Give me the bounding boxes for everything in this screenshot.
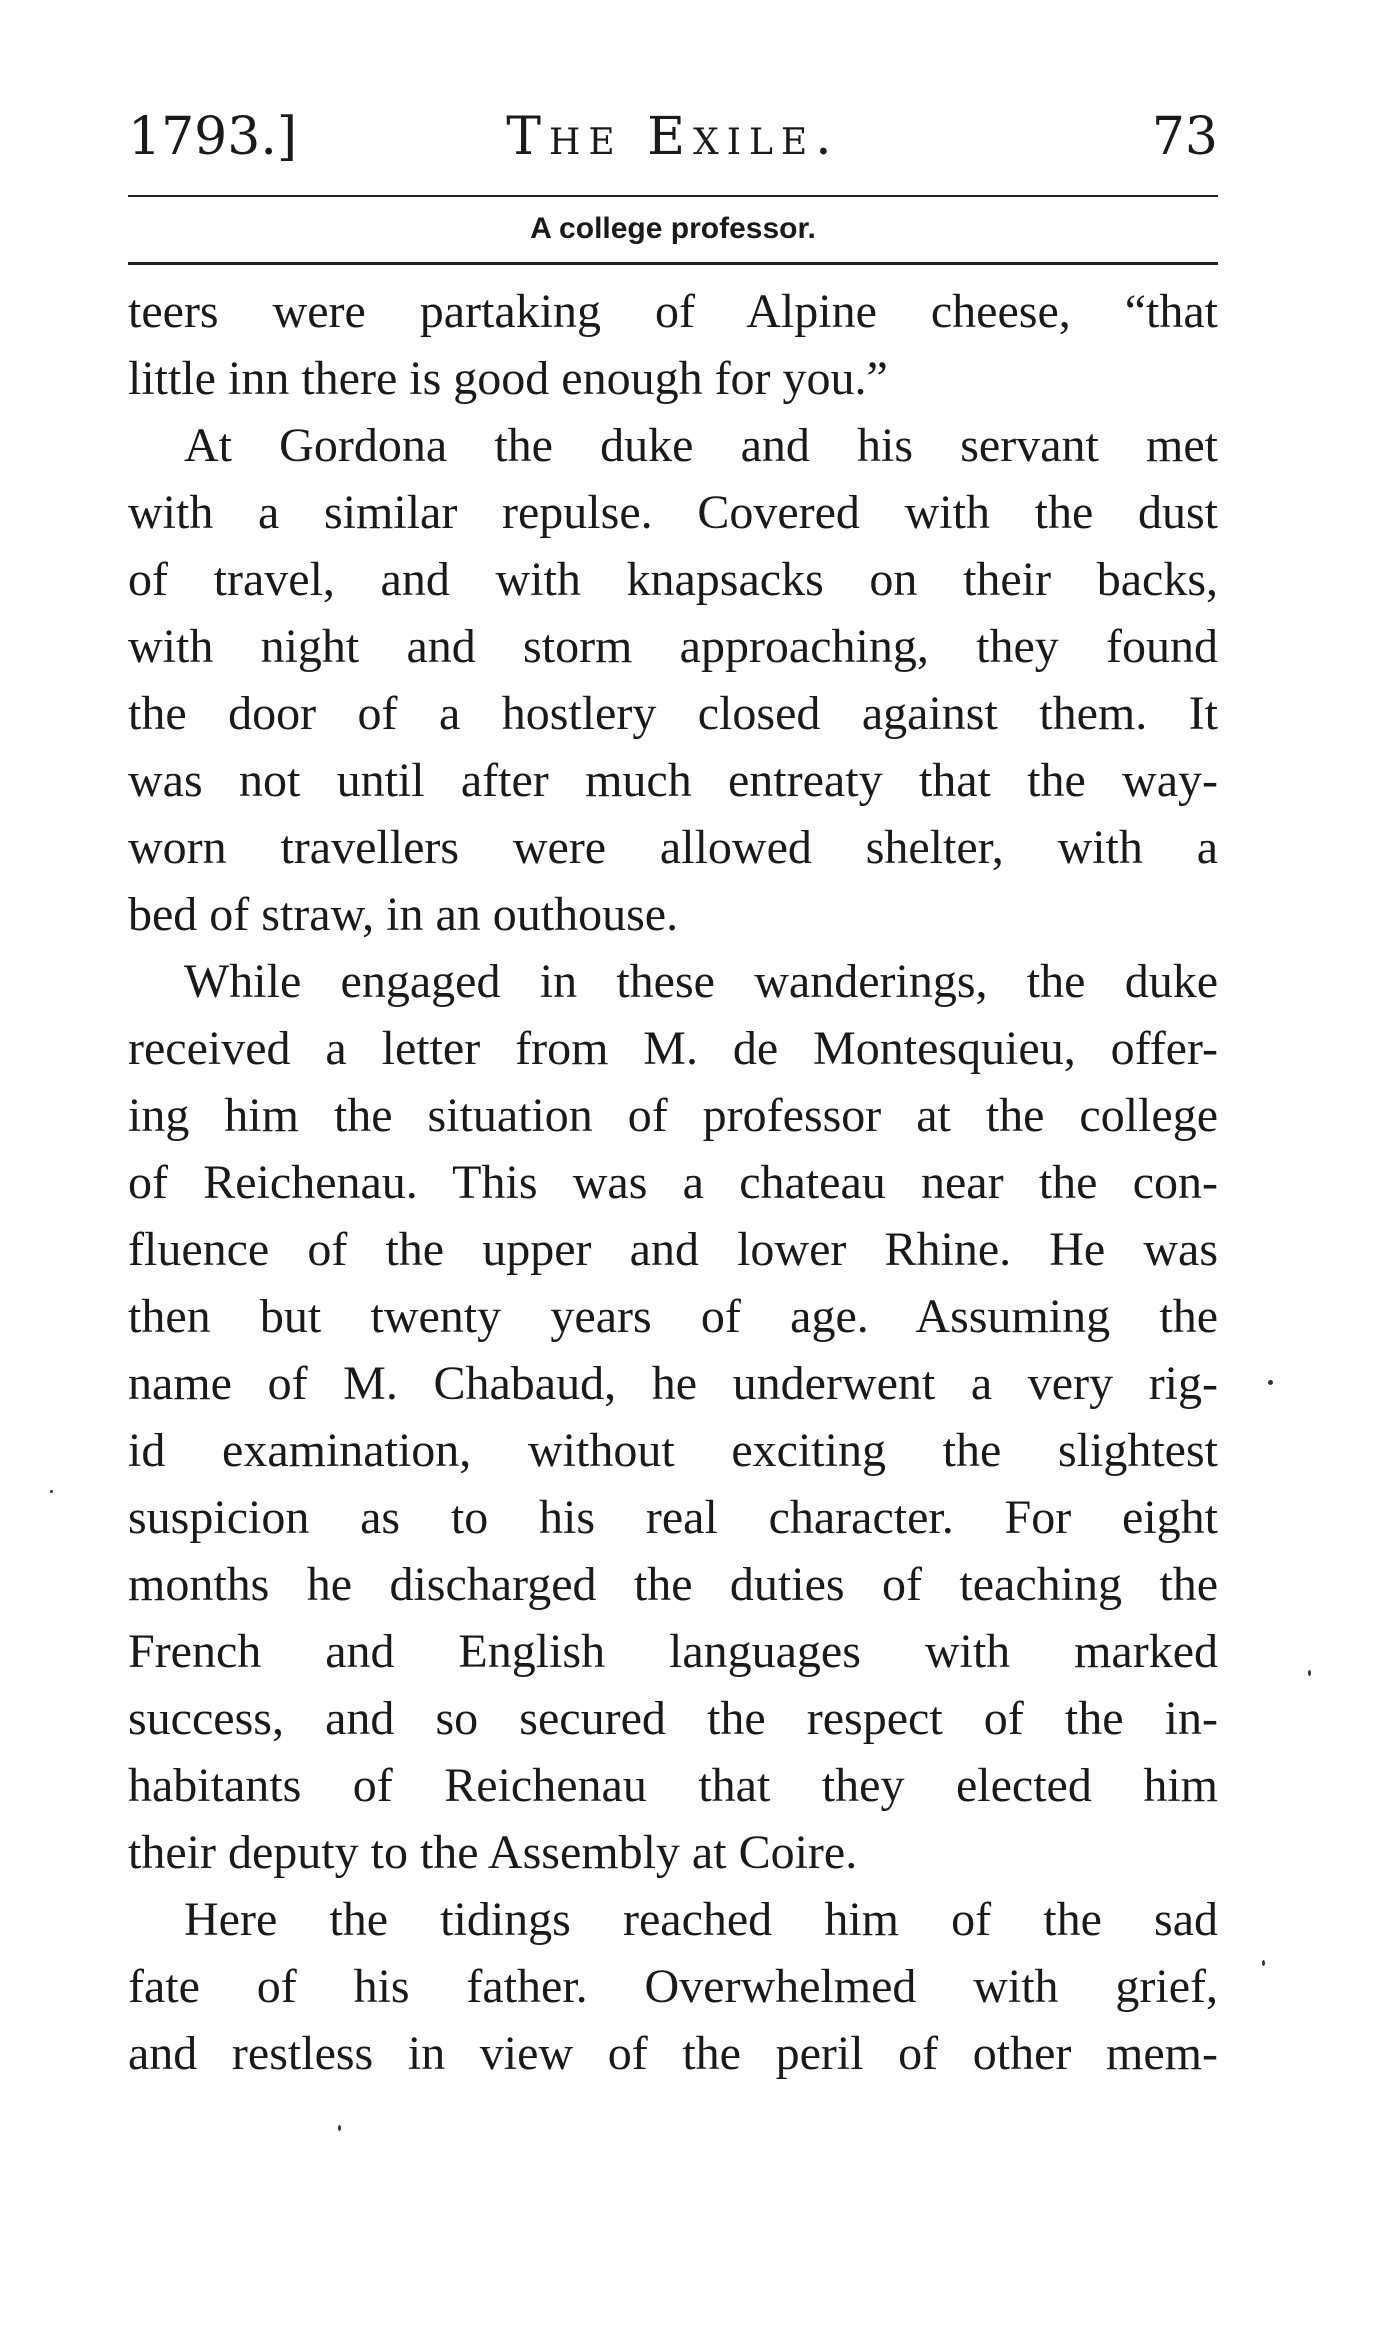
text-line: with night and storm approaching, they found [128,620,1218,673]
page-number: 73 [1151,107,1218,167]
scan-speck [338,2125,341,2131]
running-head-title: The Exile. [506,107,840,167]
text-line: name of M. Chabaud, he underwent a very rig- [128,1357,1218,1410]
text-line: id examination, without exciting the slightest [128,1424,1218,1477]
running-head-year: 1793.] [128,107,298,167]
text-line: fate of his father. Overwhelmed with grief, [128,1960,1218,2013]
text-line: and restless in view of the peril of other mem- [128,2027,1218,2080]
scan-speck [1308,1670,1311,1676]
scan-speck [1262,1960,1265,1966]
text-line: was not until after much entreaty that the way- [128,754,1218,807]
header-rule-bottom [128,262,1218,265]
text-line: then but twenty years of age. Assuming the [128,1290,1218,1343]
scan-speck [50,1490,53,1493]
paragraph-first-line: While engaged in these wanderings, the duke [184,955,1218,1008]
paragraph-first-line: Here the tidings reached him of the sad [184,1893,1218,1946]
text-line: the door of a hostlery closed against them. It [128,687,1218,740]
text-line: bed of straw, in an outhouse. [128,888,679,941]
text-line: fluence of the upper and lower Rhine. He was [128,1223,1218,1276]
text-line: habitants of Reichenau that they elected him [128,1759,1218,1812]
text-line: of travel, and with knapsacks on their backs, [128,553,1218,606]
text-line: received a letter from M. de Montesquieu, offer- [128,1022,1218,1075]
text-line: ing him the situation of professor at the college [128,1089,1218,1142]
header-rule-top [128,195,1218,197]
text-line: success, and so secured the respect of the in- [128,1692,1218,1745]
scan-speck [1268,1380,1273,1385]
text-line: worn travellers were allowed shelter, with a [128,821,1218,874]
text-line: French and English languages with marked [128,1625,1218,1678]
body-text [128,278,1218,2087]
text-line: with a similar repulse. Covered with the dust [128,486,1218,539]
text-line: little inn there is good enough for you.” [128,352,888,405]
text-line: of Reichenau. This was a chateau near the con- [128,1156,1218,1209]
text-line: suspicion as to his real character. For eight [128,1491,1218,1544]
section-subhead: A college professor. [530,212,816,245]
text-line: months he discharged the duties of teaching the [128,1558,1218,1611]
text-line: teers were partaking of Alpine cheese, “that [128,285,1218,338]
paragraph-first-line: At Gordona the duke and his servant met [184,419,1218,472]
running-head [128,102,1218,172]
text-line: their deputy to the Assembly at Coire. [128,1826,858,1879]
